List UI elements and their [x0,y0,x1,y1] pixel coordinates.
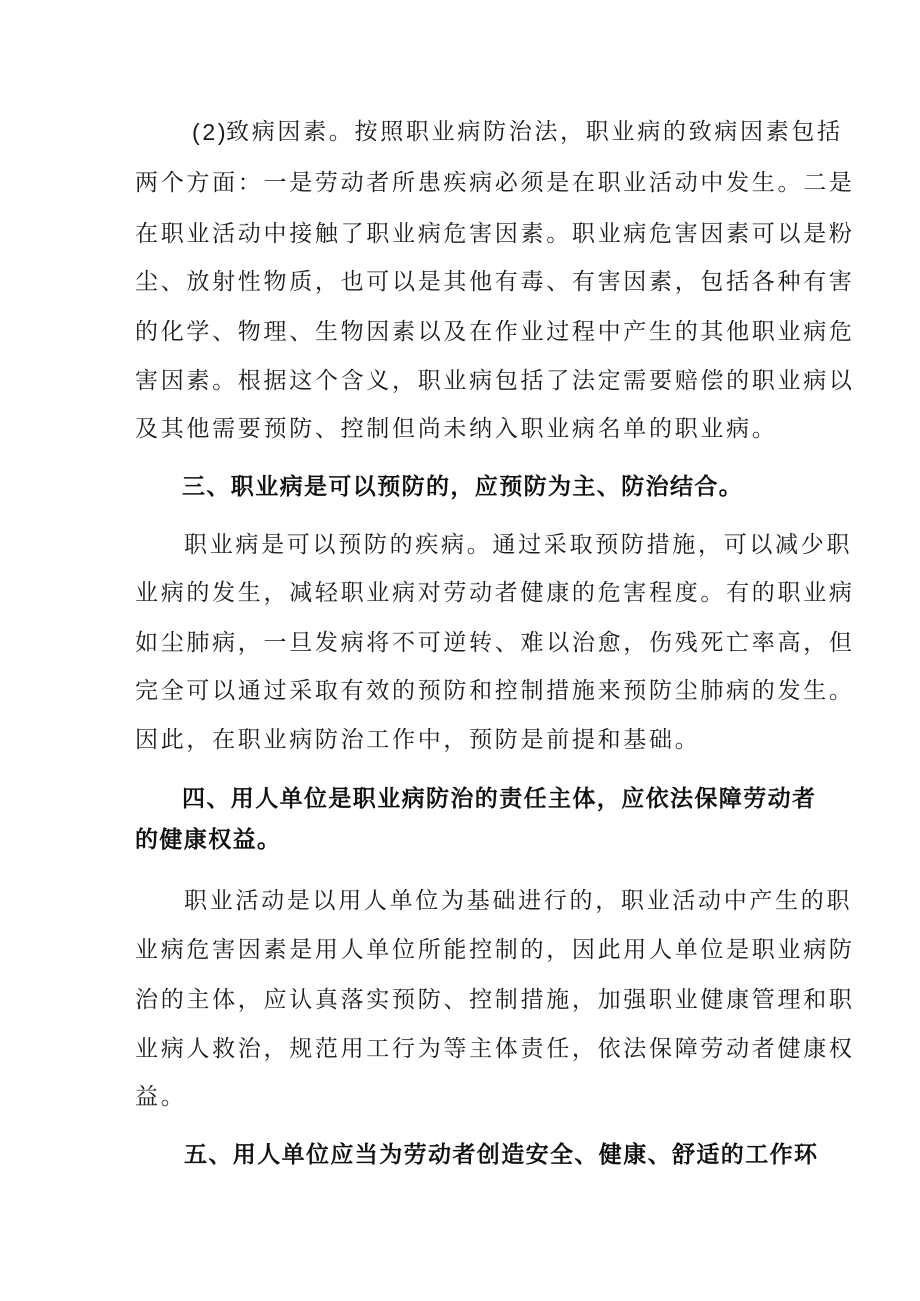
list-marker: (2) [192,119,229,145]
paragraph-line [0,1029,920,1069]
paragraph-line [0,361,920,401]
heading-text: 的健康权益。 [135,827,282,853]
paragraph-line [0,881,920,921]
paragraph-text: 致病因素。按照职业病防治法，职业病的致病因素包括 [226,119,843,145]
paragraph-line [0,163,920,203]
paragraph-line [0,573,920,613]
paragraph-text: 业病人救治，规范用工行为等主体责任，依法保障劳动者健康权 [135,1036,855,1062]
paragraph-text: 及其他需要预防、控制但尚未纳入职业病名单的职业病。 [135,416,778,442]
paragraph-line [0,720,920,760]
paragraph-line [0,930,920,970]
paragraph-text: 因此，在职业病防治工作中，预防是前提和基础。 [135,727,701,753]
section-heading [0,820,920,860]
paragraph-text: 的化学、物理、生物因素以及在作业过程中产生的其他职业病危 [135,319,855,345]
heading-text: 四、用人单位是职业病防治的责任主体，应依法保障劳动者 [182,786,817,812]
paragraph-text: 尘、放射性物质，也可以是其他有毒、有害因素，包括各种有害 [135,269,855,295]
paragraph-text: 业病危害因素是用人单位所能控制的，因此用人单位是职业病防 [135,937,855,963]
paragraph-line [0,980,920,1020]
paragraph-line [0,312,920,352]
paragraph-text: 完全可以通过采取有效的预防和控制措施来预防尘肺病的发生。 [135,678,855,704]
paragraph-text: 职业病是可以预防的疾病。通过采取预防措施，可以减少职 [184,532,853,558]
paragraph-line [0,1077,920,1117]
section-heading [0,467,920,507]
paragraph-line [0,112,920,152]
heading-text: 三、职业病是可以预防的，应预防为主、防治结合。 [182,474,744,500]
paragraph-line [0,214,920,254]
paragraph-line [0,262,920,302]
paragraph-text: 害因素。根据这个含义，职业病包括了法定需要赔偿的职业病以 [135,368,855,394]
paragraph-line [0,671,920,711]
section-heading [0,1135,920,1175]
section-heading [0,779,920,819]
paragraph-text: 业病的发生，减轻职业病对劳动者健康的危害程度。有的职业病 [135,580,855,606]
paragraph-line [0,525,920,565]
paragraph-text: 职业活动是以用人单位为基础进行的，职业活动中产生的职 [184,888,853,914]
paragraph-text: 两个方面：一是劳动者所患疾病必须是在职业活动中发生。二是 [135,170,855,196]
heading-text: 五、用人单位应当为劳动者创造安全、健康、舒适的工作环 [184,1142,819,1168]
paragraph-text: 益。 [135,1084,187,1110]
paragraph-text: 如尘肺病，一旦发病将不可逆转、难以治愈，伤残死亡率高，但 [135,630,855,656]
paragraph-line [0,623,920,663]
paragraph-text: 在职业活动中接触了职业病危害因素。职业病危害因素可以是粉 [135,221,855,247]
paragraph-line [0,409,920,449]
paragraph-text: 治的主体，应认真落实预防、控制措施，加强职业健康管理和职 [135,987,855,1013]
